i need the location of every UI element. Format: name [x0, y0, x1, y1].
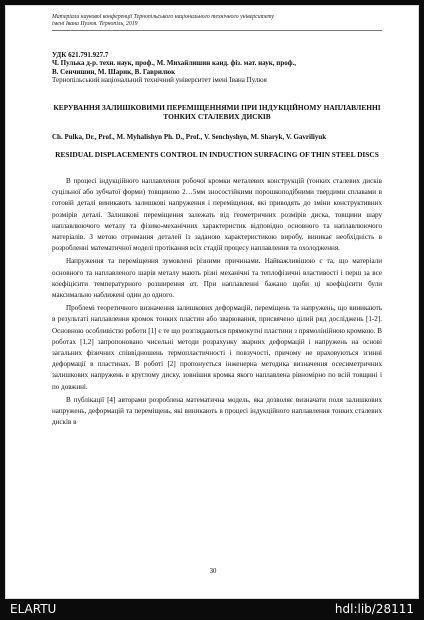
- document-page: [5, 5, 419, 599]
- paragraph-2: Напруження та переміщення зумовлені різними причинами. Найважливішою є та, що матеріали основного та наплавленого шарів металу мають різні механічні та теплофізичні властивості і перш за все коефіцієнти температурного розширення αт. При наплавленні бажано щоби ці коефіцієнти були максимально наближені один до одного.: [52, 257, 382, 300]
- header-rule: [52, 30, 382, 31]
- paragraph-3: Проблемі теоретичного визначення залишкових деформацій, переміщень та напружень, що виникають в результаті наплавлення кромок тонких пластин або зварювання, присвячено цілий ряд досліджень [1-2]. Основною особливістю роботи [1] є те що розглядаються прямокутні пластини з прямолінійною кромкою. В роботах [1,2] запропоновано чисельні методи розрахунку зварних деформацій і напружень на основі загальних фізичних співвідношень термопластичності і повзучості, причому не враховуються згинні деформації в пластинах. В роботі [2] пропонується інженерна методика визначення осесиметричних залишкових напружень в круглому диску, зовнішня кромка якого наплавлена рівномірно по всій товщині і по довжині.: [52, 304, 382, 391]
- udk-code: УДК 621.791.927.7: [52, 51, 109, 59]
- repository-label[interactable]: ELARTU: [10, 602, 57, 616]
- title-english: RESIDUAL DISPLACEMENTS CONTROL IN INDUCTION SURFACING OF THIN STEEL DISCS: [55, 150, 379, 159]
- paragraph-1: В процесі індукційного наплавлення робочої кромки металевих конструкцій (тонких сталевих дисків суцільної або зубчатої форми) товщиною 2…5мм зносостійкими порошкоподібними твердими сплавами в готовій деталі виникають залишкові напруження і переміщення, які приводять до зміни конструктивних розмірів деталі. Залишкові переміщення залежать від геометричних розмірів диска, товщини шару наплавлюючого металу та фізико-механічних характеристик відповідно основного та наплавлюючого матеріалів. З метою отримання деталей із заданою характеристикою виробу, виникає необхідність в розробленні математичної моделі протікання всіх стадій процесу наплавлення та охолодження.: [52, 177, 382, 253]
- title-ukrainian: КЕРУВАННЯ ЗАЛИШКОВИМИ ПЕРЕМІЩЕННЯМИ ПРИ ІНДУКЦІЙНОМУ НАПЛАВЛЕННІ ТОНКИХ СТАЛЕВИХ ДИСКІВ: [53, 103, 381, 121]
- article-meta: [52, 51, 382, 85]
- authors-uk-line-2: В. Сенчишин, М. Шарик, В. Гаврилюк: [52, 67, 176, 76]
- header-line-1: Матеріали наукової конференції Тернопільського національного технічного університету: [52, 14, 274, 20]
- header-line-2: імені Івана Пулюя. Тернопіль, 2019: [52, 21, 138, 27]
- paragraph-4: В публікації [4] авторами розроблена математична модель, яка дозволяє визначати поля залишкових напружень, деформацій та переміщень, які виникають в процесі індукційного наплавлення тонких сталевих дисків в: [52, 395, 382, 427]
- running-header: [52, 14, 382, 31]
- affiliation: Тернопільський національний технічний університет імені Івана Пулюя: [52, 76, 267, 85]
- viewer-footer: [0, 599, 424, 620]
- page-number: 30: [209, 568, 217, 575]
- authors-uk-line-1: Ч. Пулька д-р. техн. наук, проф., М. Михайлишин канд. фіз. мат. наук, проф.,: [52, 59, 297, 68]
- authors-english: Ch. Pulka, Dr., Prof., M. Myhalishyn Ph. D., Prof., V. Senchyshyn, M. Sharyk, V. Gavriliyuk: [52, 133, 327, 141]
- article-body: [52, 176, 382, 430]
- handle-link[interactable]: hdl:lib/28111: [334, 602, 414, 616]
